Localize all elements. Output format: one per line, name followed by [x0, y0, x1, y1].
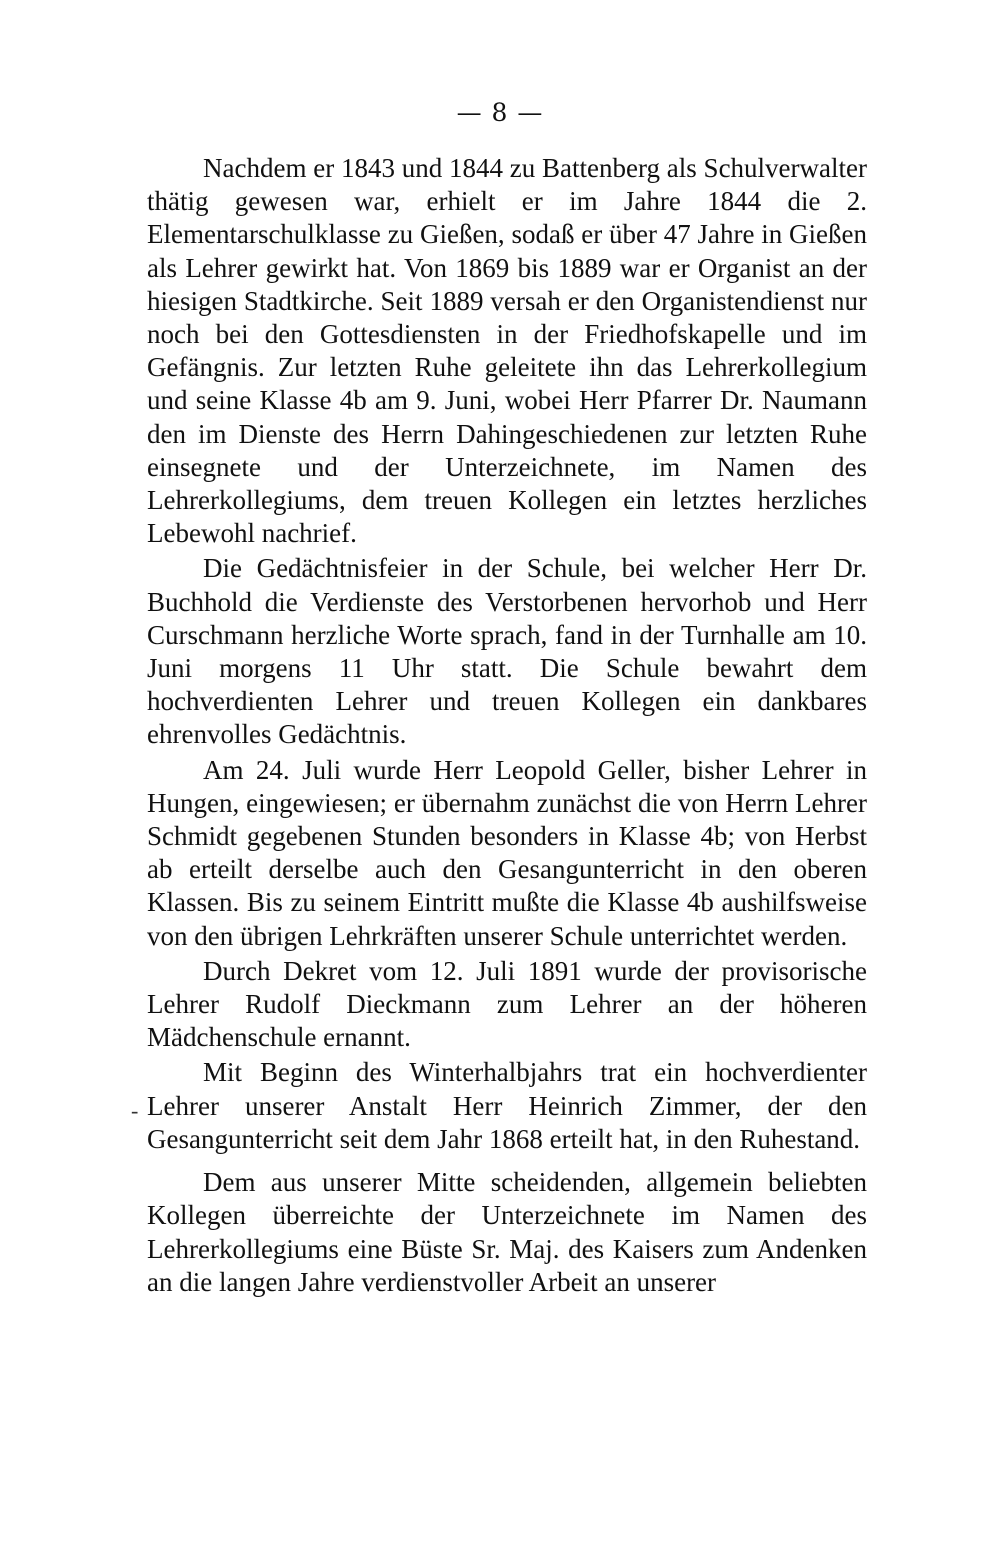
- paragraph-memorial-ceremony: Die Gedächtnisfeier in der Schule, bei welcher Herr Dr. Buchhold die Verdienste des Verstorbenen hervorhob und Herr Curschmann herzliche Worte sprach, fand in der Turnhalle am 10. Juni morgens 11 Uhr statt. Die Schule bewahrt dem hochverdienten Lehrer und treuen Kollegen ein dankbares ehrenvolles Gedächtnis.: [147, 553, 867, 750]
- paragraph-retirement: Mit Beginn des Winterhalbjahrs trat ein hochverdienter Lehrer unserer Anstalt Herr Heinrich Zimmer, der den Gesangunterricht seit dem Jahr 1868 erteilt hat, in den Ruhestand.: [147, 1057, 867, 1154]
- body-text: [147, 152, 867, 1299]
- page-number: — 8 —: [456, 98, 544, 127]
- paragraph-geller-obituary: Nachdem er 1843 und 1844 zu Battenberg als Schulverwalter thätig gewesen war, erhielt er im Jahre 1844 die 2. Elementarschulklasse zu Gießen, sodaß er über 47 Jahre in Gießen als Lehrer gewirkt hat. Von 1869 bis 1889 war er Organist an der hiesigen Stadtkirche. Seit 1889 versah er den Organistendienst nur noch bei den Gottesdiensten in der Friedhofskapelle und im Gefängnis. Zur letzten Ruhe geleitete ihn das Lehrerkollegium und seine Klasse 4b am 9. Juni, wobei Herr Pfarrer Dr. Naumann den im Dienste des Herrn Dahingeschiedenen zur letzten Ruhe einsegnete und der Unterzeichnete, im Namen des Lehrerkollegiums, dem treuen Kollegen ein letztes herzliches Lebewohl nachrief.: [147, 153, 867, 549]
- margin-mark: -: [131, 1098, 139, 1123]
- paragraph-new-teacher: Am 24. Juli wurde Herr Leopold Geller, bisher Lehrer in Hungen, eingewiesen; er übernahm zunächst die von Herrn Lehrer Schmidt gegebenen Stunden besonders in Klasse 4b; von Herbst ab erteilt derselbe auch den Gesangunterricht in den oberen Klassen. Bis zu seinem Eintritt mußte die Klasse 4b aushilfsweise von den übrigen Lehrkräften unserer Schule unterrichtet werden.: [147, 754, 867, 951]
- paragraph-farewell-gift: Dem aus unserer Mitte scheidenden, allgemein beliebten Kollegen überreichte der Unterzeichnete im Namen des Lehrerkollegiums eine Büste Sr. Maj. des Kaisers zum Andenken an die langen Jahre verdienstvoller Arbeit an unserer: [147, 1167, 867, 1297]
- paragraph-decree: Durch Dekret vom 12. Juli 1891 wurde der provisorische Lehrer Rudolf Dieckmann zum Lehrer an der höheren Mädchenschule ernannt.: [147, 955, 867, 1053]
